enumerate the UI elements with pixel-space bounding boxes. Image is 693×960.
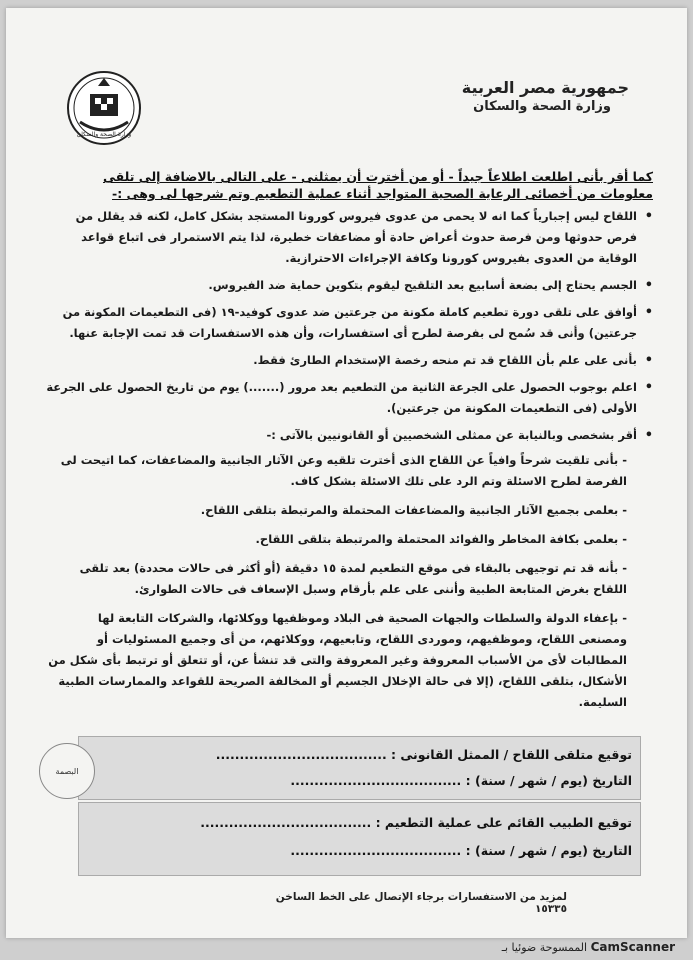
document-page <box>6 8 687 938</box>
fingerprint-label: البصمة <box>55 766 79 776</box>
consent-list <box>46 206 659 721</box>
sub-item: - بأنه قد تم توجيهى بالبقاء فى موقع التطعيم لمدة ١٥ دقيقة (أو أكثر فى حالات محددة) بعد تلقى اللقاح بغرض المتابعة الطبية وأننى على علم بأرقام وسبل الإسعاف فى حالات الطوارئ. <box>79 561 627 596</box>
declaration-label: أقر بشخصى وبالنيابة عن ممثلى الشخصيين أو القانونيين بالآتى :- <box>266 428 637 442</box>
list-item: • اللقاح ليس إجبارياً كما انه لا يحمى من عدوى فيروس كورونا المستجد بشكل كامل، لكنه قد يقلل من فرص حدوثها ومن فرصة حدوث أعراض حادة أو مضاعفات خطيرة، لذا يتم الاستمرار فى اتباع قواعد الوقاية من العدوى بفيروس كورونا وكافة الإجراءات الاحترازية. <box>46 206 659 269</box>
doctor-signature-field[interactable]: توقيع الطبيب القائم على عملية التطعيم : .................................... <box>200 815 632 830</box>
country-title: جمهورية مصر العربية <box>461 78 629 97</box>
logo-caption: وزارة الصحة والسكان <box>76 131 132 138</box>
sub-item: - بعلمى بجميع الآثار الجانبية والمضاعفات المحتملة والمرتبطة بتلقى اللقاح. <box>200 503 627 517</box>
recipient-signature-box <box>55 736 641 800</box>
list-item: • أوافق على تلقى دورة تطعيم كاملة مكونة من جرعتين ضد عدوى كوفيد-١٩ (فى التطعيمات المكونة من جرعتين) وأنى قد سُمح لى بفرصة لطرح أى استفسارات، وأن هذه الاستفسارات قد تمت الإجابة عنها. <box>46 302 659 344</box>
letterhead <box>462 78 629 116</box>
intro-paragraph: كما أقر بأنى اطلعت اطلاعاً جيداً - أو من أخترت أن يمثلنى - على التالى بالاضافة إلى تلقى معلومات من أخصائى الرعاية الصحية المتواجد أثناء عملية التطعيم وتم شرحها لى وهى :- <box>103 169 653 201</box>
list-item: • اعلم بوجوب الحصول على الجرعة الثانية من التطعيم بعد مرور (.......) يوم من تاريخ الحصول على الجرعة الأولى (فى التطعيمات المكونة من جرعتين). <box>46 377 659 419</box>
ministry-logo <box>66 70 142 146</box>
hotline-note: لمزيد من الاستفسارات برجاء الإتصال على الخط الساخن ١٥٣٣٥ <box>275 891 567 915</box>
sub-item: - بأنى تلقيت شرحاً وافياً عن اللقاح الذى أخترت تلقيه وعن الآثار الجانبية والمضاعفات، كما اتيحت لى الفرصة لطرح الاسئلة وتم الرد على تلك الاسئلة بشكل كاف. <box>60 453 627 488</box>
sub-item: - بعلمى بكافة المخاطر والفوائد المحتملة والمرتبطة بتلقى اللقاح. <box>255 532 627 546</box>
scanner-prefix: الممسوحة ضوئيا بـ <box>501 941 588 954</box>
list-item: • بأنى على علم بأن اللقاح قد تم منحه رخصة الإستخدام الطارئ فقط. <box>46 350 659 371</box>
list-item: • الجسم يحتاج إلى بضعة أسابيع بعد التلقيح ليقوم بتكوين حماية ضد الفيروس. <box>46 275 659 296</box>
declaration-sublist <box>46 450 637 713</box>
scanner-watermark <box>502 940 675 954</box>
scanner-brand: CamScanner <box>590 940 675 954</box>
ministry-title: وزارة الصحة والسكان <box>473 99 611 114</box>
doctor-signature-box <box>78 802 641 876</box>
recipient-signature-field[interactable]: توقيع متلقى اللقاح / الممثل القانونى : .................................... <box>215 747 632 762</box>
recipient-date-field[interactable]: التاريخ (يوم / شهر / سنة) : .................................... <box>290 773 632 788</box>
sub-item: - بإعفاء الدولة والسلطات والجهات الصحية فى البلاد وموظفيها ووكلائها، والشركات التابعة لها ومصنعى اللقاح، وموظفيهم، وموردى اللقاح، وتابعيهم، ووكلائهم، من أى وجميع المسئوليات أو المطالبات لأى من الأسباب المعروفة وغير المعروفة والتى قد تنشأ عن، أو تتعلق أو ترتبط بأى شكل من الأشكال، بتلقى اللقاح، (إلا فى حالة الإخلال الجسيم أو المخالفة الصريحة للقواعد والممارسات الطبية السليمة. <box>48 611 627 709</box>
fingerprint-circle[interactable] <box>39 743 95 799</box>
list-item-declaration <box>46 425 659 713</box>
doctor-date-field[interactable]: التاريخ (يوم / شهر / سنة) : .................................... <box>290 843 632 858</box>
